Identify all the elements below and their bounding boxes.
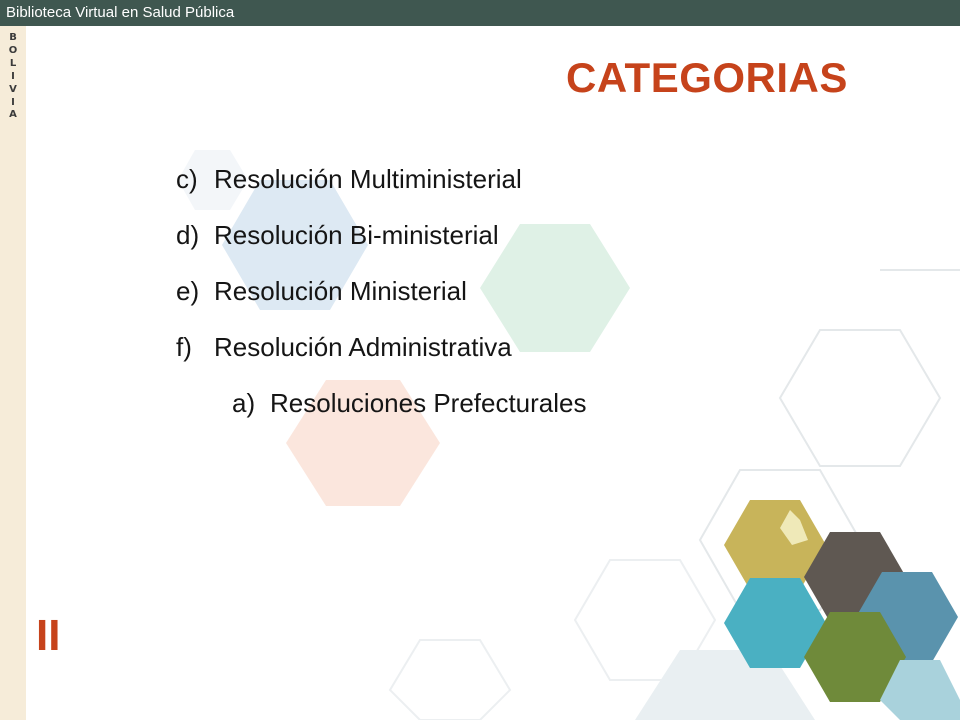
- list-marker: c): [176, 164, 198, 194]
- left-strip: [0, 26, 26, 720]
- list-marker: d): [176, 220, 200, 250]
- slide-heading: CATEGORIAS: [566, 54, 848, 101]
- list-item: [176, 275, 467, 307]
- hexagon-background: [26, 26, 960, 720]
- list-item-text: Resolución Bi-ministerial: [214, 220, 499, 250]
- list-item-text: Resolución Administrativa: [214, 332, 512, 362]
- list-marker: f): [176, 332, 192, 362]
- vertical-letter: O: [8, 44, 18, 56]
- list-marker: a): [232, 388, 256, 418]
- header-bar: [0, 0, 960, 26]
- list-item: [176, 219, 499, 251]
- vertical-letter: B: [9, 32, 17, 43]
- list-item-text: Resolución Multiministerial: [214, 164, 522, 194]
- list-item: [176, 163, 522, 195]
- hexagon-outline: [780, 330, 940, 466]
- section-roman-numeral: II: [36, 611, 61, 660]
- vertical-letter: I: [11, 96, 15, 108]
- list-item-text: Resolución Ministerial: [214, 276, 467, 306]
- site-title: Biblioteca Virtual en Salud Pública: [6, 4, 235, 21]
- vertical-letter: A: [9, 109, 17, 121]
- hexagon-outline: [390, 640, 510, 720]
- vertical-letter: I: [11, 70, 15, 82]
- list-item: [176, 331, 512, 363]
- vertical-country-label: [0, 32, 26, 122]
- list-marker: e): [176, 276, 200, 306]
- sub-list-item: [232, 387, 587, 419]
- vertical-letter: L: [9, 57, 17, 69]
- list-item-text: Resoluciones Prefecturales: [270, 388, 587, 418]
- vertical-letter: V: [9, 83, 17, 95]
